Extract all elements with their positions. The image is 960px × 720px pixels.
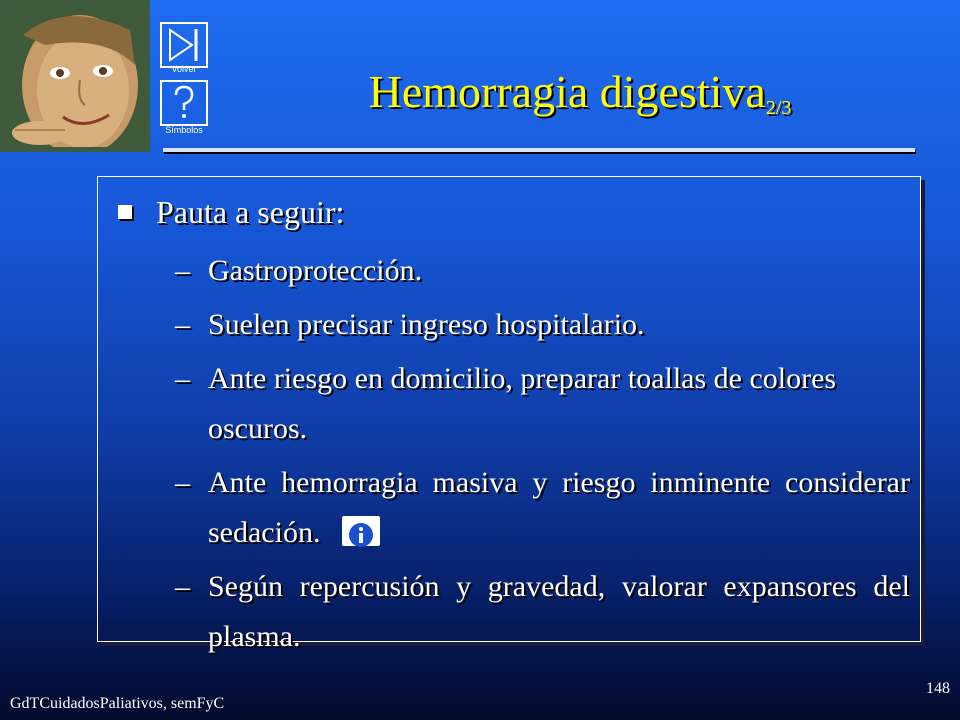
list-item-text: Gastroprotección. <box>208 254 423 287</box>
list-item: – Suelen precisar ingreso hospitalario. <box>175 308 645 341</box>
portrait-image <box>0 0 150 152</box>
end-icon <box>162 24 206 66</box>
main-bullet-text: Pauta a seguir: <box>156 194 345 230</box>
info-icon <box>342 520 380 550</box>
footer-credit: GdTCuidadosPaliativos, semFyC <box>10 695 225 712</box>
volver-label: Volver <box>171 64 197 74</box>
list-item-text: Suelen precisar ingreso hospitalario. <box>208 308 645 341</box>
list-item: – Ante hemorragia masiva y riesgo inminente considerar sedación. <box>175 466 910 549</box>
list-item: – Gastroprotección. <box>175 254 423 287</box>
simbolos-button[interactable] <box>160 80 208 126</box>
volver-button[interactable] <box>160 22 208 68</box>
question-icon <box>162 82 206 124</box>
list-item-text: Ante hemorragia masiva y riesgo inminente considerar sedación. <box>208 466 910 549</box>
sub-bullet-list <box>175 246 910 666</box>
list-item: – Ante riesgo en domicilio, preparar toallas de colores oscuros. <box>175 362 837 445</box>
square-bullet-icon <box>118 205 132 219</box>
title-main: Hemorragia digestiva <box>368 66 766 117</box>
info-button[interactable] <box>342 516 380 546</box>
list-item: – Según repercusión y gravedad, valorar expansores del plasma. <box>175 570 910 653</box>
title-divider <box>163 148 915 152</box>
list-item-text: Según repercusión y gravedad, valorar expansores del plasma. <box>208 570 910 653</box>
simbolos-label: Símbolos <box>165 125 203 135</box>
title-subscript: 2/3 <box>765 97 792 119</box>
page-number: 148 <box>926 680 950 697</box>
list-item-text: Ante riesgo en domicilio, preparar toallas de colores oscuros. <box>208 362 837 445</box>
slide-title <box>300 62 860 138</box>
